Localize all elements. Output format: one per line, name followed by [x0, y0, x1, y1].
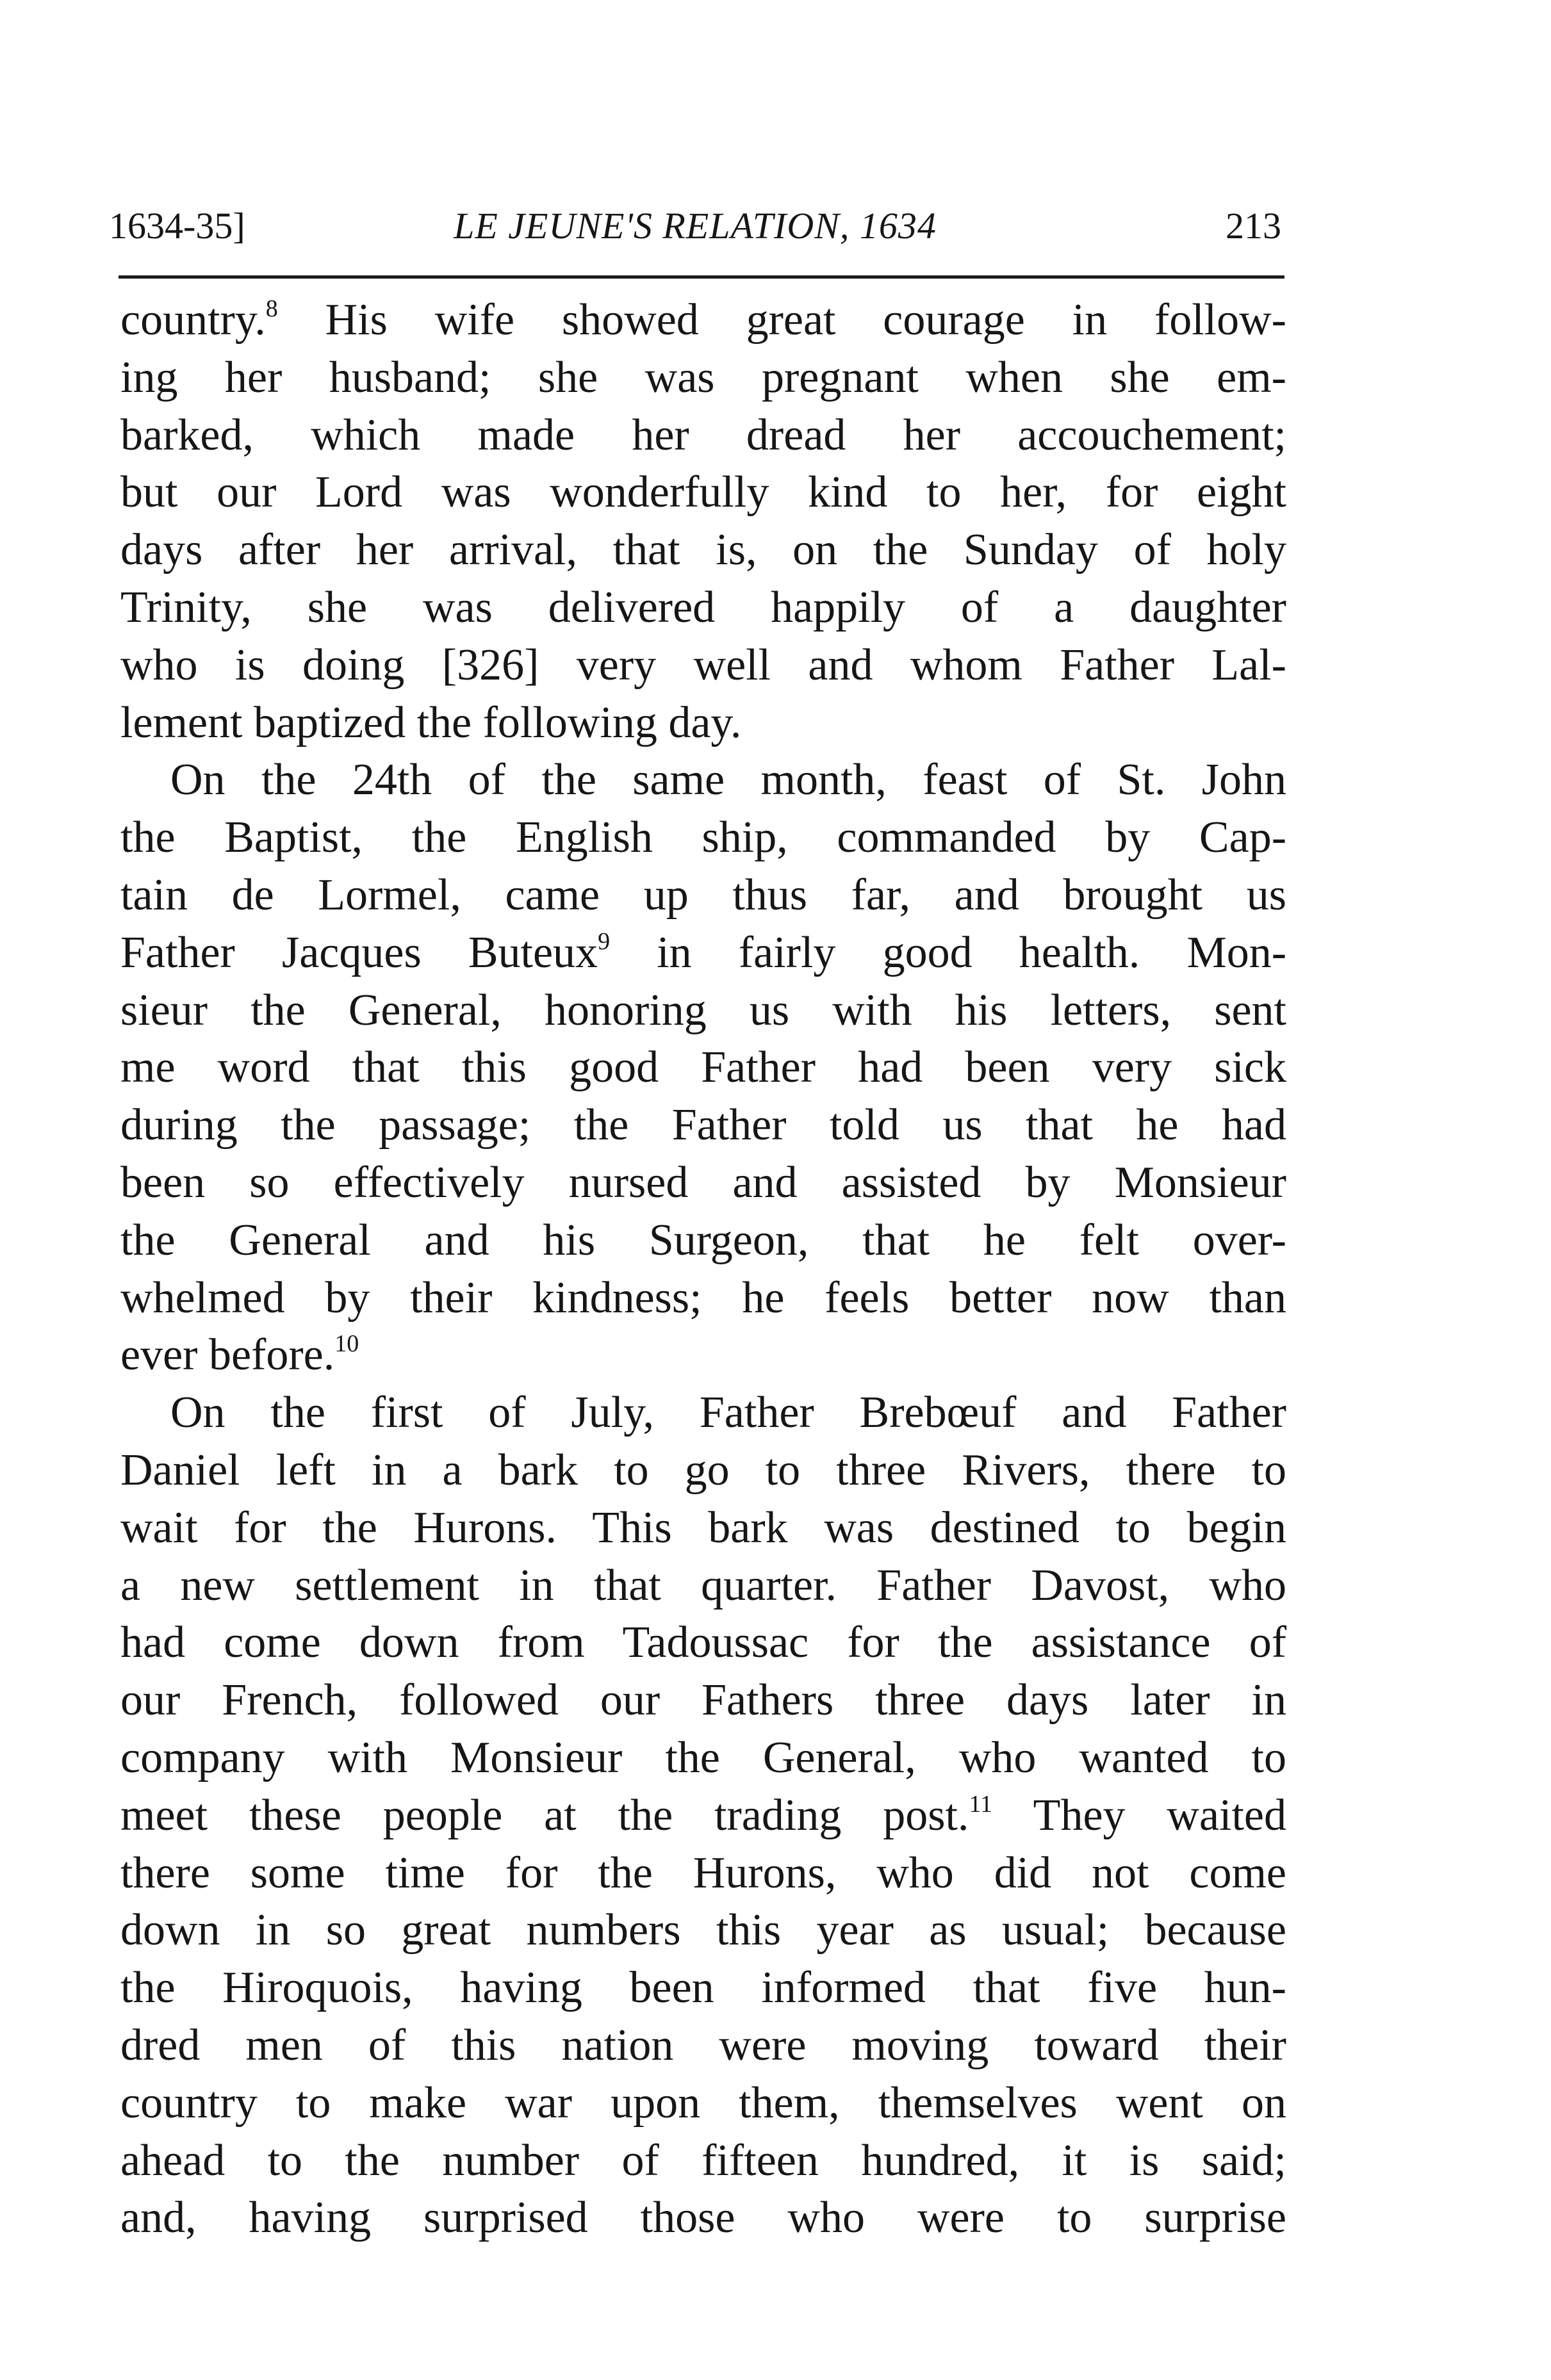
text-line: the Baptist, the English ship, commanded by Cap-	[120, 813, 1286, 863]
text-line: Trinity, she was delivered happily of a daughter	[120, 582, 1286, 632]
text-line: On the 24th of the same month, feast of St. John	[170, 755, 1286, 805]
footnote-ref: 11	[969, 1790, 993, 1818]
text-line: a new settlement in that quarter. Father Davost, who	[120, 1560, 1286, 1610]
page-number: 213	[1226, 205, 1281, 247]
footnote-ref: 9	[598, 927, 611, 955]
text-line: country to make war upon them, themselves went on	[120, 2078, 1286, 2128]
text-line: barked, which made her dread her accouchement;	[120, 410, 1286, 460]
text-line: meet these people at the trading post.$^{11}$ They waited	[120, 1790, 1287, 1840]
body-text	[120, 291, 1286, 2247]
text-line: but our Lord was wonderfully kind to her, for eight	[120, 468, 1286, 518]
text-line: Father Jacques Buteux$^9$ in fairly good health. Mon-	[120, 927, 1286, 977]
text-line: during the passage; the Father told us that he had	[120, 1100, 1286, 1150]
text-line: ever before.$^{10}$	[120, 1330, 359, 1380]
text-line: whelmed by their kindness; he feels better now than	[120, 1273, 1286, 1323]
text-line: me word that this good Father had been very sick	[120, 1043, 1286, 1093]
header-years: 1634-35]	[109, 205, 245, 247]
text-line: been so effectively nursed and assisted by Monsieur	[120, 1157, 1286, 1207]
text-line: Daniel left in a bark to go to three Rivers, there to	[120, 1445, 1286, 1495]
text-line: the Hiroquois, having been informed that five hun-	[120, 1963, 1286, 2013]
text-line: country.$^8$ His wife showed great courage in follow-	[120, 295, 1286, 345]
text-line: days after her arrival, that is, on the Sunday of holy	[120, 525, 1286, 575]
text-line: wait for the Hurons. This bark was destined to begin	[120, 1503, 1286, 1553]
text-line: On the first of July, Father Brebœuf and Father	[170, 1388, 1286, 1438]
footnote-ref: 10	[334, 1330, 359, 1358]
footnote-ref: 8	[265, 295, 278, 322]
text-line: who is doing [326] very well and whom Father Lal-	[120, 640, 1286, 690]
text-line: and, having surprised those who were to surprise	[120, 2193, 1286, 2243]
text-line: there some time for the Hurons, who did not come	[120, 1848, 1286, 1898]
text-line: ing her husband; she was pregnant when she em-	[120, 352, 1286, 402]
text-line: dred men of this nation were moving toward their	[120, 2020, 1286, 2070]
text-line: lement baptized the following day.	[120, 697, 742, 747]
header-rule	[119, 275, 1284, 279]
text-line: sieur the General, honoring us with his letters, sent	[120, 985, 1286, 1035]
text-line: company with Monsieur the General, who wanted to	[120, 1732, 1286, 1782]
running-header	[109, 195, 1281, 256]
header-title: LE JEUNE'S RELATION, 1634	[454, 205, 937, 247]
text-line: the General and his Surgeon, that he felt over-	[120, 1215, 1286, 1265]
text-line: tain de Lormel, came up thus far, and brought us	[120, 870, 1286, 920]
text-line: down in so great numbers this year as usual; because	[120, 1905, 1286, 1955]
text-line: our French, followed our Fathers three days later in	[120, 1675, 1286, 1725]
text-line: ahead to the number of fifteen hundred, it is said;	[120, 2135, 1286, 2185]
text-line: had come down from Tadoussac for the assistance of	[120, 1618, 1286, 1668]
